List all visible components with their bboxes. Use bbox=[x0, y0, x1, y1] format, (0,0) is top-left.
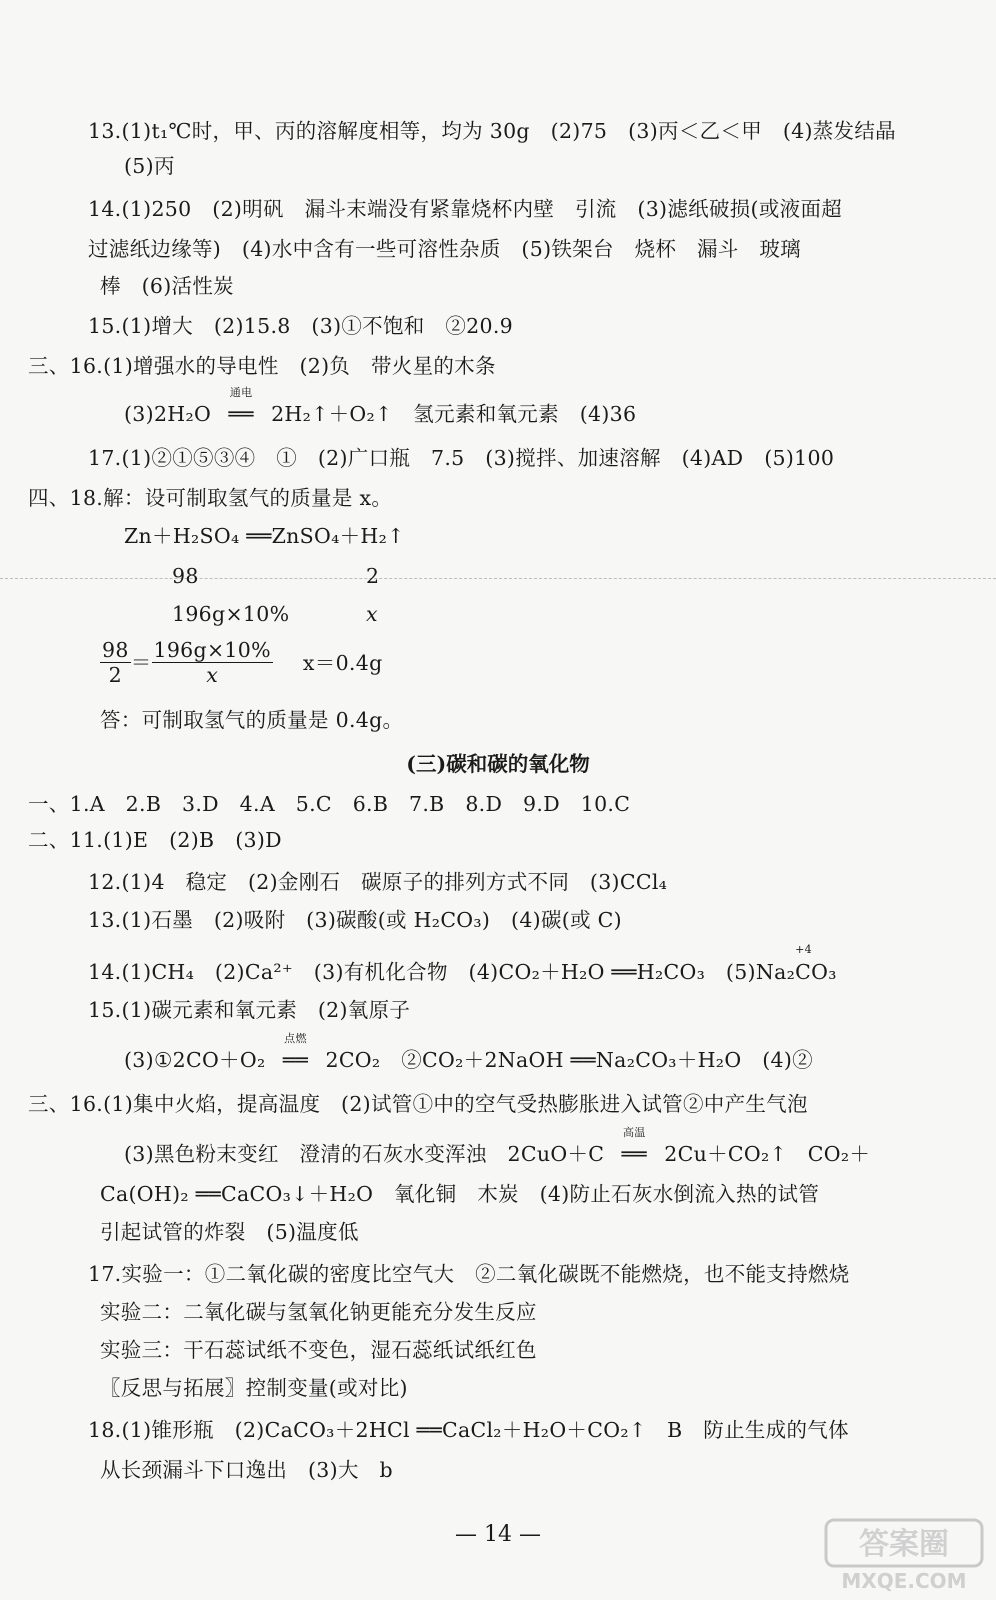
answer-16-equation bbox=[124, 386, 637, 428]
valence-mark: +4 bbox=[795, 943, 812, 956]
fraction-left: $\frac{98}{2}$ bbox=[102, 638, 129, 687]
fraction-right: $\frac{196g\times 10\%}{x}$ bbox=[153, 638, 271, 687]
answer-13b: 13.(1)石墨 (2)吸附 (3)碳酸(或 H₂CO₃) (4)碳(或 C) bbox=[88, 908, 622, 932]
s14-post: O₃ bbox=[811, 960, 837, 984]
answer-17: 17.(1)②①⑤③④ ① (2)广口瓶 7.5 (3)搅拌、加速溶解 (4)AD (5)100 bbox=[88, 446, 835, 470]
carbon-valence: +4 C bbox=[795, 943, 812, 984]
s16b-pre: (3)黑色粉末变红 澄清的石灰水变浑浊 2CuO＋C bbox=[124, 1142, 605, 1166]
s15b-post: 2CO₂ ②CO₂＋2NaOH ══Na₂CO₃＋H₂O (4)② bbox=[325, 1048, 813, 1072]
fraction-equals: ＝ bbox=[130, 650, 152, 675]
eq16-condition: 通电 bbox=[229, 386, 253, 399]
answer-16-line1: 三、16.(1)增强水的导电性 (2)负 带火星的木条 bbox=[28, 354, 496, 378]
answer-17b-exp2: 实验二：二氧化碳与氢氧化钠更能充分发生反应 bbox=[100, 1300, 537, 1324]
answer-16b-line1: 三、16.(1)集中火焰，提高温度 (2)试管①中的空气受热膨胀进入试管②中产生气泡 bbox=[28, 1092, 808, 1116]
answer-18-mass1: 98 bbox=[172, 564, 199, 588]
eq16-pre: (3)2H₂O bbox=[124, 402, 212, 426]
s15b-pre: (3)①2CO＋O₂ bbox=[124, 1048, 266, 1072]
s16b-arrow: 高温 ══ bbox=[604, 1140, 664, 1168]
s15b-condition: 点燃 bbox=[284, 1032, 307, 1045]
answer-16b-line2 bbox=[124, 1126, 871, 1168]
answer-12: 12.(1)4 稳定 (2)金刚石 碳原子的排列方式不同 (3)CCl₄ bbox=[88, 870, 668, 894]
answer-18b-line1: 18.(1)锥形瓶 (2)CaCO₃＋2HCl ══CaCl₂＋H₂O＋CO₂↑ B 防止生成的气体 bbox=[88, 1418, 849, 1442]
answer-18-conclusion: 答：可制取氢气的质量是 0.4g。 bbox=[100, 708, 404, 732]
answer-14b bbox=[88, 943, 837, 986]
answer-15b-line1: 15.(1)碳元素和氧元素 (2)氧原子 bbox=[88, 998, 411, 1022]
answer-18-given: 196g×10% bbox=[172, 602, 290, 626]
fraction-result: x＝0.4g bbox=[302, 650, 383, 675]
answer-choice-1-10: 一、1.A 2.B 3.D 4.A 5.C 6.B 7.B 8.D 9.D 10.C bbox=[28, 792, 631, 816]
svg-text:答案圈: 答案圈 bbox=[859, 1527, 949, 1562]
eq16-arrow: 通电 ══ bbox=[211, 400, 271, 428]
answer-18-unknown: x bbox=[366, 602, 378, 626]
section-title: (三)碳和碳的氧化物 bbox=[406, 752, 590, 776]
s14-pre: 14.(1)CH₄ (2)Ca²⁺ (3)有机化合物 (4)CO₂＋H₂O ══H₂CO₃ (5)Na₂ bbox=[88, 960, 796, 984]
scan-divider bbox=[0, 578, 996, 579]
answer-15: 15.(1)增大 (2)15.8 (3)①不饱和 ②20.9 bbox=[88, 314, 514, 338]
answer-14-line3: 棒 (6)活性炭 bbox=[100, 274, 234, 298]
answer-17b-exp1: 17.实验一：①二氧化碳的密度比空气大 ②二氧化碳既不能燃烧，也不能支持燃烧 bbox=[88, 1262, 850, 1286]
s16b-post: 2Cu＋CO₂↑ CO₂＋ bbox=[664, 1142, 871, 1166]
answer-18-intro: 四、18.解：设可制取氢气的质量是 x。 bbox=[28, 486, 393, 510]
answer-16b-line3: Ca(OH)₂ ══CaCO₃↓＋H₂O 氧化铜 木炭 (4)防止石灰水倒流入热的试管 bbox=[100, 1182, 820, 1206]
page-number: — 14 — bbox=[455, 1522, 541, 1547]
answer-15b-line2 bbox=[124, 1032, 813, 1074]
s16b-condition: 高温 bbox=[622, 1126, 646, 1139]
answer-16b-line4: 引起试管的炸裂 (5)温度低 bbox=[100, 1220, 359, 1244]
answer-18-reaction: Zn＋H₂SO₄ ══ZnSO₄＋H₂↑ bbox=[124, 524, 405, 548]
s15b-arrow: 点燃 ══ bbox=[265, 1046, 325, 1074]
answer-18-proportion bbox=[100, 638, 383, 687]
svg-text:MXQE.COM: MXQE.COM bbox=[841, 1569, 967, 1593]
answer-13-line1: 13.(1)t₁℃时，甲、丙的溶解度相等，均为 30g (2)75 (3)丙＜乙＜甲 (4)蒸发结晶 bbox=[88, 119, 896, 143]
answer-18-mass2: 2 bbox=[366, 564, 380, 588]
answer-14-line2: 过滤纸边缘等) (4)水中含有一些可溶性杂质 (5)铁架台 烧杯 漏斗 玻璃 bbox=[88, 237, 801, 261]
answer-11: 二、11.(1)E (2)B (3)D bbox=[28, 828, 282, 852]
answer-14-line1: 14.(1)250 (2)明矾 漏斗末端没有紧靠烧杯内壁 引流 (3)滤纸破损(或液面超 bbox=[88, 197, 843, 221]
watermark-logo-icon bbox=[824, 1518, 984, 1594]
eq16-post: 2H₂↑＋O₂↑ 氢元素和氧元素 (4)36 bbox=[271, 402, 637, 426]
answer-18b-line2: 从长颈漏斗下口逸出 (3)大 b bbox=[100, 1458, 393, 1482]
answer-17b-exp3: 实验三：干石蕊试纸不变色，湿石蕊纸试纸红色 bbox=[100, 1338, 537, 1362]
answer-17b-reflection: 〖反思与拓展〗控制变量(或对比) bbox=[100, 1376, 408, 1400]
answer-13-line2: (5)丙 bbox=[124, 154, 175, 178]
